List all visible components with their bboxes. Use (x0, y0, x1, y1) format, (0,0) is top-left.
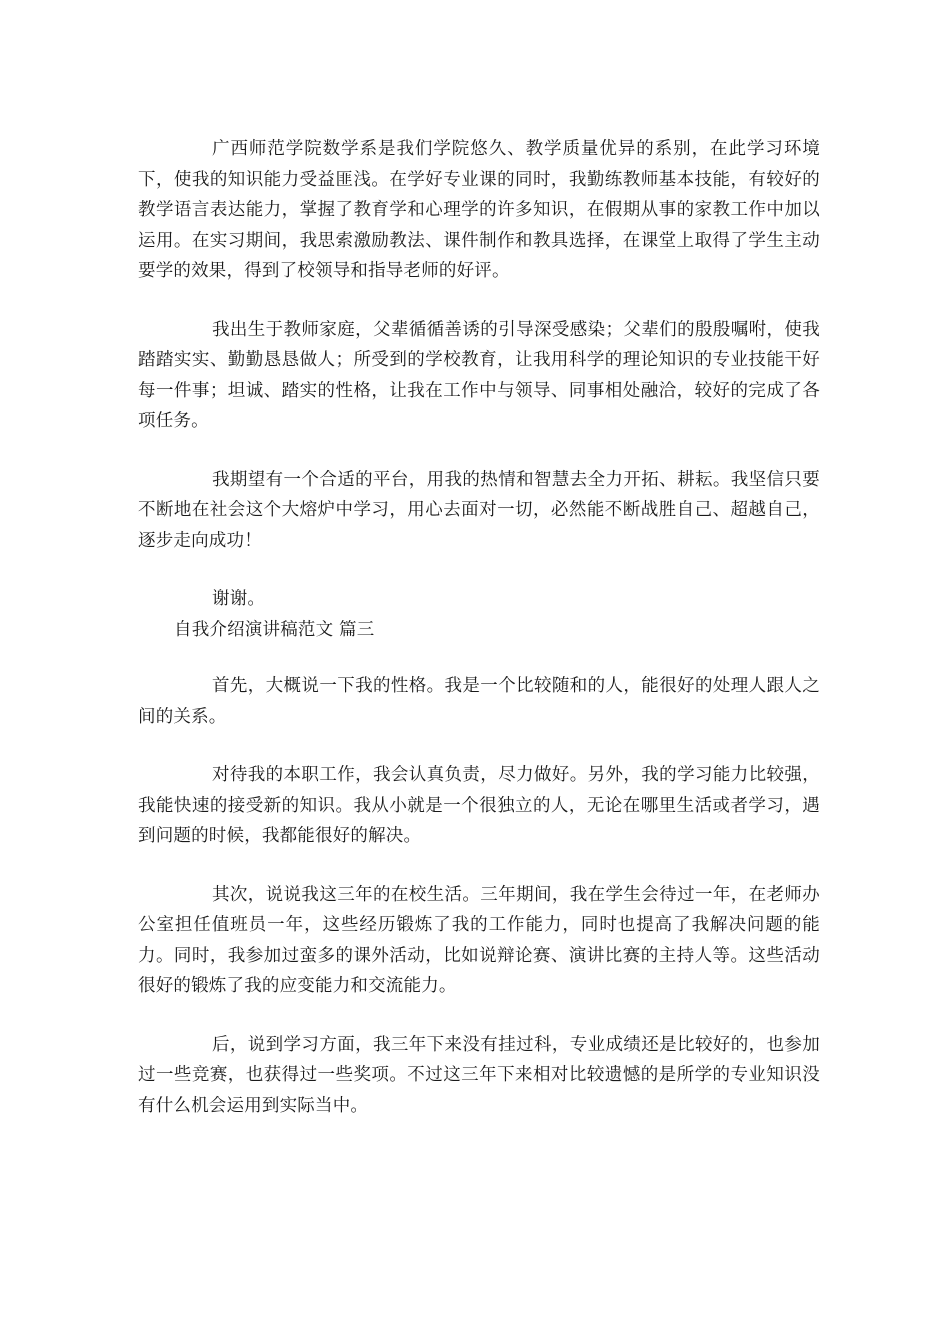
section-heading: 自我介绍演讲稿范文 篇三 (174, 619, 375, 640)
paragraph-study: 后，说到学习方面，我三年下来没有挂过科，专业成绩还是比较好的，也参加过一些竞赛，也获得过一些奖项。不过这三年下来相对比较遗憾的是所学的专业知识没有什么机会运用到实际当中。 (138, 1034, 820, 1116)
paragraph-thanks: 谢谢。 (212, 589, 266, 609)
document-body (138, 134, 820, 1121)
paragraph-work-attitude: 对待我的本职工作，我会认真负责，尽力做好。另外，我的学习能力比较强，我能快速的接受新的知识。我从小就是一个很独立的人，无论在哪里生活或者学习，遇到问题的时候，我都能很好的解决。 (138, 765, 820, 846)
paragraph-aspiration: 我期望有一个合适的平台，用我的热情和智慧去全力开拓、耕耘。我坚信只要不断地在社会这个大熔炉中学习，用心去面对一切，必然能不断战胜自己、超越自己，逐步走向成功！ (138, 469, 820, 551)
paragraph-personality: 首先，大概说一下我的性格。我是一个比较随和的人，能很好的处理人跟人之间的关系。 (138, 676, 820, 727)
paragraph-family-background: 我出生于教师家庭，父辈循循善诱的引导深受感染；父辈们的殷殷嘱咐，使我踏踏实实、勤勤恳恳做人；所受到的学校教育，让我用科学的理论知识的专业技能干好每一件事；坦诚、踏实的性格，让我在工作中与领导、同事相处融洽，较好的完成了各项任务。 (138, 319, 820, 431)
paragraph-math-department: 广西师范学院数学系是我们学院悠久、教学质量优异的系别，在此学习环境下，使我的知识能力受益匪浅。在学好专业课的同时，我勤练教师基本技能，有较好的教学语言表达能力，掌握了教育学和心理学的许多知识，在假期从事的家教工作中加以运用。在实习期间，我思索激励教法、课件制作和教具选择，在课堂上取得了学生主动要学的效果，得到了校领导和指导老师的好评。 (138, 139, 820, 281)
paragraph-campus-life: 其次，说说我这三年的在校生活。三年期间，我在学生会待过一年，在老师办公室担任值班员一年，这些经历锻炼了我的工作能力，同时也提高了我解决问题的能力。同时，我参加过蛮多的课外活动，比如说辩论赛、演讲比赛的主持人等。这些活动很好的锻炼了我的应变能力和交流能力。 (138, 884, 820, 996)
